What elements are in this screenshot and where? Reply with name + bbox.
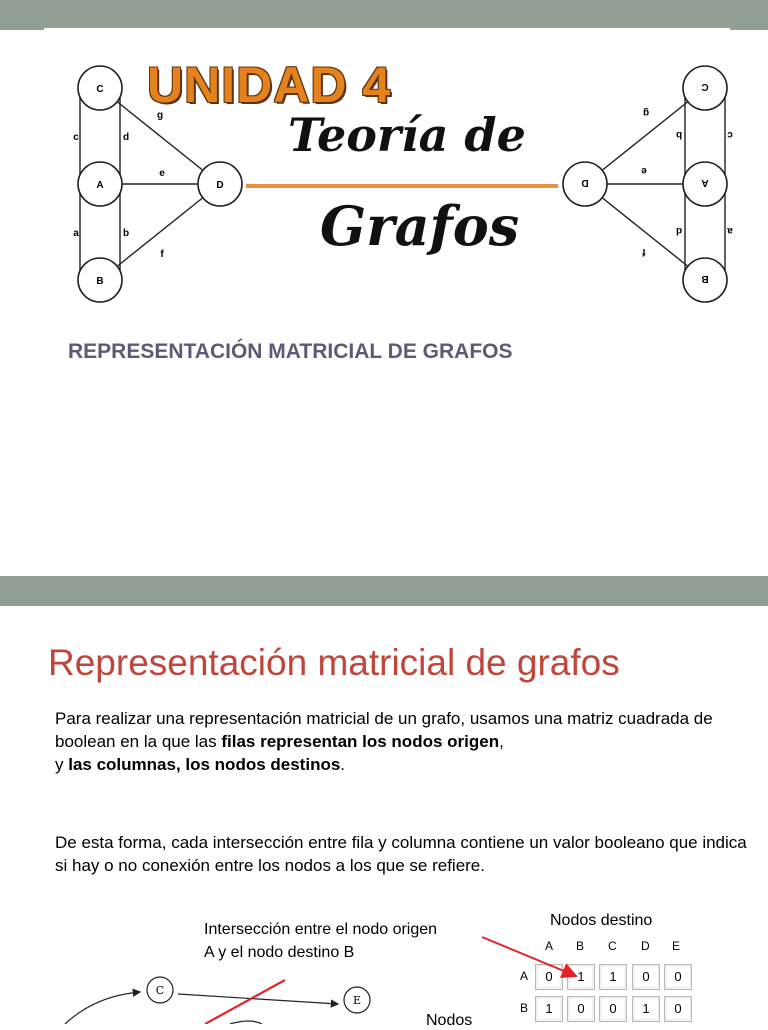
- slide2-heading: Representación matricial de grafos: [48, 642, 620, 683]
- matrix-col-header-d: D: [641, 939, 650, 953]
- title-line-2: Grafos: [320, 194, 520, 258]
- annotation-line-1: Intersección entre el nodo origen: [204, 921, 438, 938]
- left-node-label-d: D: [216, 180, 224, 191]
- matrix-cell: 1: [632, 996, 660, 1022]
- matrix-col-header-b: B: [576, 939, 585, 953]
- matrix-cell: 0: [632, 964, 660, 990]
- p1-text-4: .: [340, 755, 346, 774]
- title-divider: [246, 184, 558, 188]
- matrix-cell: 0: [535, 964, 563, 990]
- matrix-col-header-e: E: [672, 939, 681, 953]
- right-graph: [560, 60, 740, 310]
- p1-bold-2: las columnas, los nodos destinos: [68, 755, 341, 774]
- right-node-label-b: B: [701, 273, 709, 284]
- left-edge-label-c: c: [73, 132, 79, 143]
- matrix-cell: 1: [567, 964, 595, 990]
- matrix-cell: 1: [535, 996, 563, 1022]
- right-edge-label-e: e: [641, 165, 647, 176]
- left-node-label-b: B: [96, 276, 104, 287]
- right-edge-label-b: b: [675, 129, 683, 140]
- matrix-row-label-a: A: [520, 969, 529, 983]
- right-node-label-c: C: [701, 81, 709, 92]
- paragraph-2: De esta forma, cada intersección entre fila y columna contiene un valor booleano que indica si hay o no conexión entre los nodos a los que se refiere.: [55, 833, 747, 875]
- left-edge-label-f: f: [160, 249, 164, 260]
- small-node-label-e: E: [352, 994, 362, 1007]
- left-edge-label-e: e: [159, 168, 165, 179]
- matrix-row-label-b: B: [520, 1001, 529, 1015]
- paragraph-1: [55, 707, 755, 776]
- p1-text-1: Para realizar una representación matricial de un grafo, usamos una matriz cuadrada de boolean en la que las: [55, 709, 713, 751]
- unit-title: UNIDAD 4: [147, 57, 392, 113]
- nodos-destino-label: Nodos destino: [550, 912, 653, 929]
- annotation-arrow-2: [205, 980, 285, 1024]
- top-bar: [0, 0, 768, 30]
- right-edge-label-c: c: [727, 129, 733, 140]
- left-edge-label-b: b: [122, 228, 130, 239]
- matrix-cell: 0: [664, 964, 692, 990]
- matrix-cell: 0: [599, 996, 627, 1022]
- small-graph: [0, 900, 768, 1024]
- slide1-top-edge: [44, 28, 730, 30]
- left-node-label-a: A: [96, 180, 104, 191]
- p1-text-2: ,: [499, 732, 504, 751]
- nodos-label: Nodos: [426, 1012, 473, 1029]
- left-edge-label-g: g: [156, 110, 164, 121]
- small-node-label-c: C: [155, 984, 165, 997]
- right-edge-label-d: d: [675, 225, 683, 236]
- right-edge-label-a: a: [727, 225, 733, 236]
- left-node-label-c: C: [96, 84, 104, 95]
- annotation-line-2: A y el nodo destino B: [204, 944, 355, 961]
- left-edge-label-d: d: [122, 132, 130, 143]
- right-node-label-d: D: [581, 177, 589, 188]
- matrix-col-header-c: C: [608, 939, 617, 953]
- matrix-col-header-a: A: [545, 939, 554, 953]
- p1-bold-1: filas representan los nodos origen: [221, 732, 500, 751]
- left-edge-label-a: a: [73, 228, 79, 239]
- matrix-cell: 0: [664, 996, 692, 1022]
- right-edge-label-f: f: [642, 246, 646, 257]
- right-node-label-a: A: [701, 177, 709, 188]
- title-line-1: Teoría de: [288, 108, 526, 162]
- matrix-cell: 0: [567, 996, 595, 1022]
- matrix-cell: 1: [599, 964, 627, 990]
- right-edge-label-g: g: [642, 107, 650, 118]
- slide1-subtitle: REPRESENTACIÓN MATRICIAL DE GRAFOS: [68, 340, 513, 363]
- p1-text-3: y: [55, 755, 69, 774]
- annotation-arrow: [482, 937, 576, 976]
- slide-separator-bar: [0, 576, 768, 606]
